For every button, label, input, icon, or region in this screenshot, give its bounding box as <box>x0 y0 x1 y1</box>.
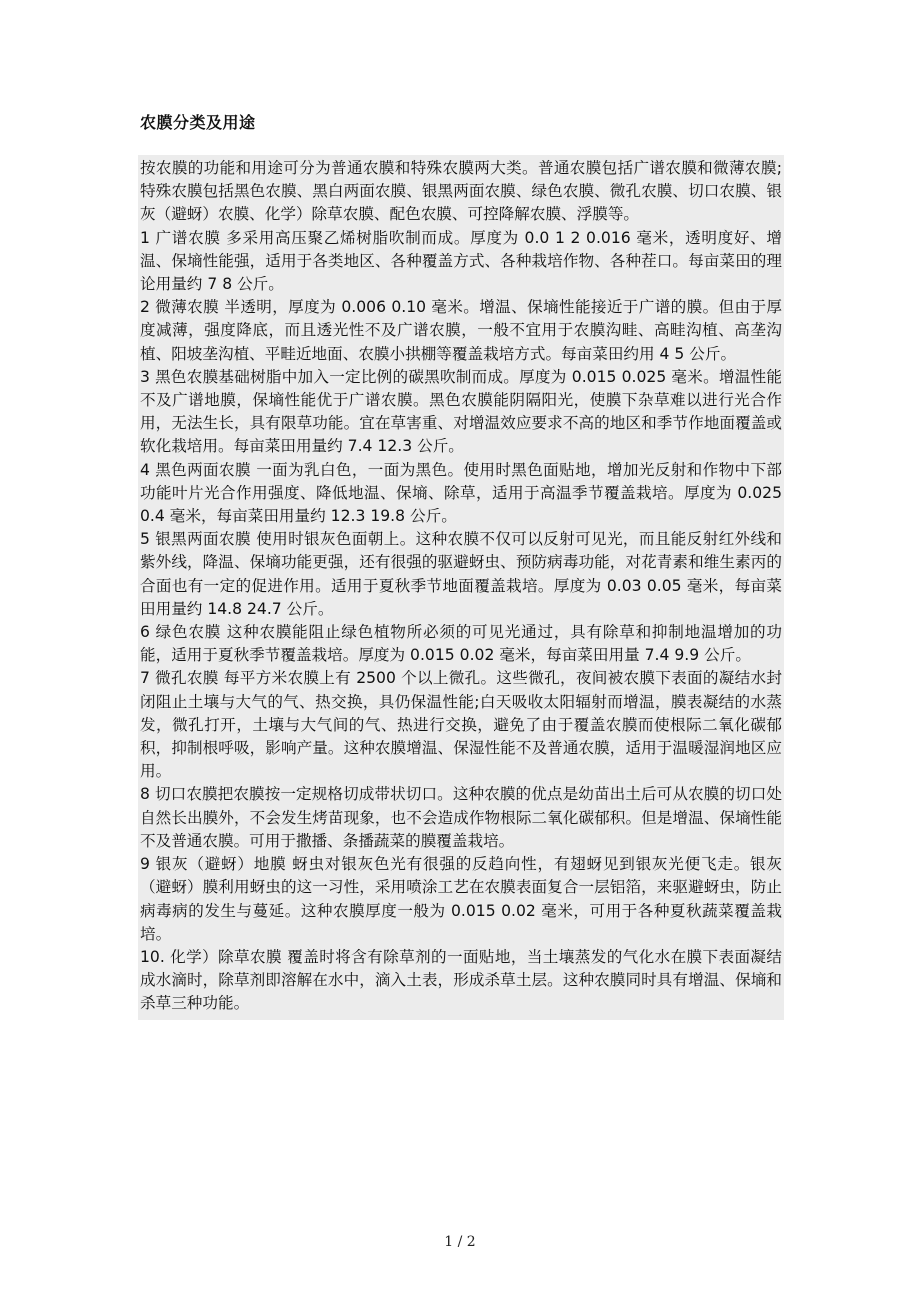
paragraph-5-silver-black-film: 5 银黑两面农膜 使用时银灰色面朝上。这种农膜不仅可以反射可见光，而且能反射红外线和紫外线，降温、保墒功能更强，还有很强的驱避蚜虫、预防病毒功能，对花青素和维生素丙的合面也有一定的促进作用。适用于夏秋季节地面覆盖栽培。厚度为 0.03 0.05 毫米，每亩菜田用量约 14.8 24.7 公斤。 <box>140 530 782 618</box>
paragraph-9-silver-gray-film: 9 银灰（避蚜）地膜 蚜虫对银灰色光有很强的反趋向性，有翅蚜见到银灰光便飞走。银灰（避蚜）膜利用蚜虫的这一习性，采用喷涂工艺在农膜表面复合一层铝箔，来驱避蚜虫，防止病毒病的发生与蔓延。这种农膜厚度一般为 0.015 0.02 毫米，可用于各种夏秋蔬菜覆盖栽培。 <box>140 855 782 943</box>
paragraph-2-thin-film: 2 微薄农膜 半透明，厚度为 0.006 0.10 毫米。增温、保墒性能接近于广谱的膜。但由于厚度减薄，强度降底，而且透光性不及广谱农膜，一般不宜用于农膜沟畦、高畦沟植、高垄沟植、阳坡垄沟植、平畦近地面、农膜小拱棚等覆盖栽培方式。每亩菜田约用 4 5 公斤。 <box>140 298 782 363</box>
paragraph-intro: 按农膜的功能和用途可分为普通农膜和特殊农膜两大类。普通农膜包括广谱农膜和微薄农膜;特殊农膜包括黑色农膜、黑白两面农膜、银黑两面农膜、绿色农膜、微孔农膜、切口农膜、银灰（避蚜）农膜、化学）除草农膜、配色农膜、可控降解农膜、浮膜等。 <box>140 159 782 224</box>
paragraph-1-broad-spectrum-film: 1 广谱农膜 多采用高压聚乙烯树脂吹制而成。厚度为 0.0 1 2 0.016 毫米，透明度好、增温、保墒性能强，适用于各类地区、各种覆盖方式、各种栽培作物、各种茬口。每亩菜田的理论用量约 7 8 公斤。 <box>140 228 782 294</box>
paragraph-6-green-film: 6 绿色农膜 这种农膜能阻止绿色植物所必须的可见光通过，具有除草和抑制地温增加的功能，适用于夏秋季节覆盖栽培。厚度为 0.015 0.02 毫米，每亩菜田用量 7.4 9.9 公斤。 <box>140 623 782 665</box>
paragraph-10-herbicide-film: 10. 化学）除草农膜 覆盖时将含有除草剂的一面贴地，当土壤蒸发的气化水在膜下表面凝结成水滴时，除草剂即溶解在水中，滴入土表，形成杀草土层。这种农膜同时具有增温、保墒和杀草三种功能。 <box>140 947 782 1013</box>
paragraph-8-slit-film: 8 切口农膜把农膜按一定规格切成带状切口。这种农膜的优点是幼苗出土后可从农膜的切口处自然长出膜外，不会发生烤苗现象，也不会造成作物根际二氧化碳郁积。但是增温、保墒性能不及普通农膜。可用于撒播、条播蔬菜的膜覆盖栽培。 <box>140 785 782 850</box>
paragraph-4-double-sided-film: 4 黑色两面农膜 一面为乳白色，一面为黑色。使用时黑色面贴地，增加光反射和作物中下部功能叶片光合作用强度、降低地温、保墒、除草，适用于高温季节覆盖栽培。厚度为 0.025 0.4 毫米，每亩菜田用量约 12.3 19.8 公斤。 <box>140 460 782 526</box>
page-number: 1 / 2 <box>444 1234 476 1250</box>
document-title: 农膜分类及用途 <box>140 113 256 132</box>
paragraph-7-microporous-film: 7 微孔农膜 每平方米农膜上有 2500 个以上微孔。这些微孔，夜间被农膜下表面的凝结水封闭阻止土壤与大气的气、热交换，具仍保温性能;白天吸收太阳辐射而增温，膜表凝结的水蒸发，微孔打开，土壤与大气间的气、热进行交换，避免了由于覆盖农膜而使根际二氧化碳郁积，抑制根呼吸，影响产量。这种农膜增温、保湿性能不及普通农膜，适用于温暖湿润地区应用。 <box>140 669 782 781</box>
paragraph-3-black-film: 3 黑色农膜基础树脂中加入一定比例的碳黑吹制而成。厚度为 0.015 0.025 毫米。增温性能不及广谱地膜，保墒性能优于广谱农膜。黑色农膜能阴隔阳光，使膜下杂草难以进行光合作用，无法生长，具有限草功能。宜在草害重、对增温效应要求不高的地区和季节作地面覆盖或软化栽培用。每亩菜田用量约 7.4 12.3 公斤。 <box>140 367 782 456</box>
document-body <box>138 155 784 1020</box>
